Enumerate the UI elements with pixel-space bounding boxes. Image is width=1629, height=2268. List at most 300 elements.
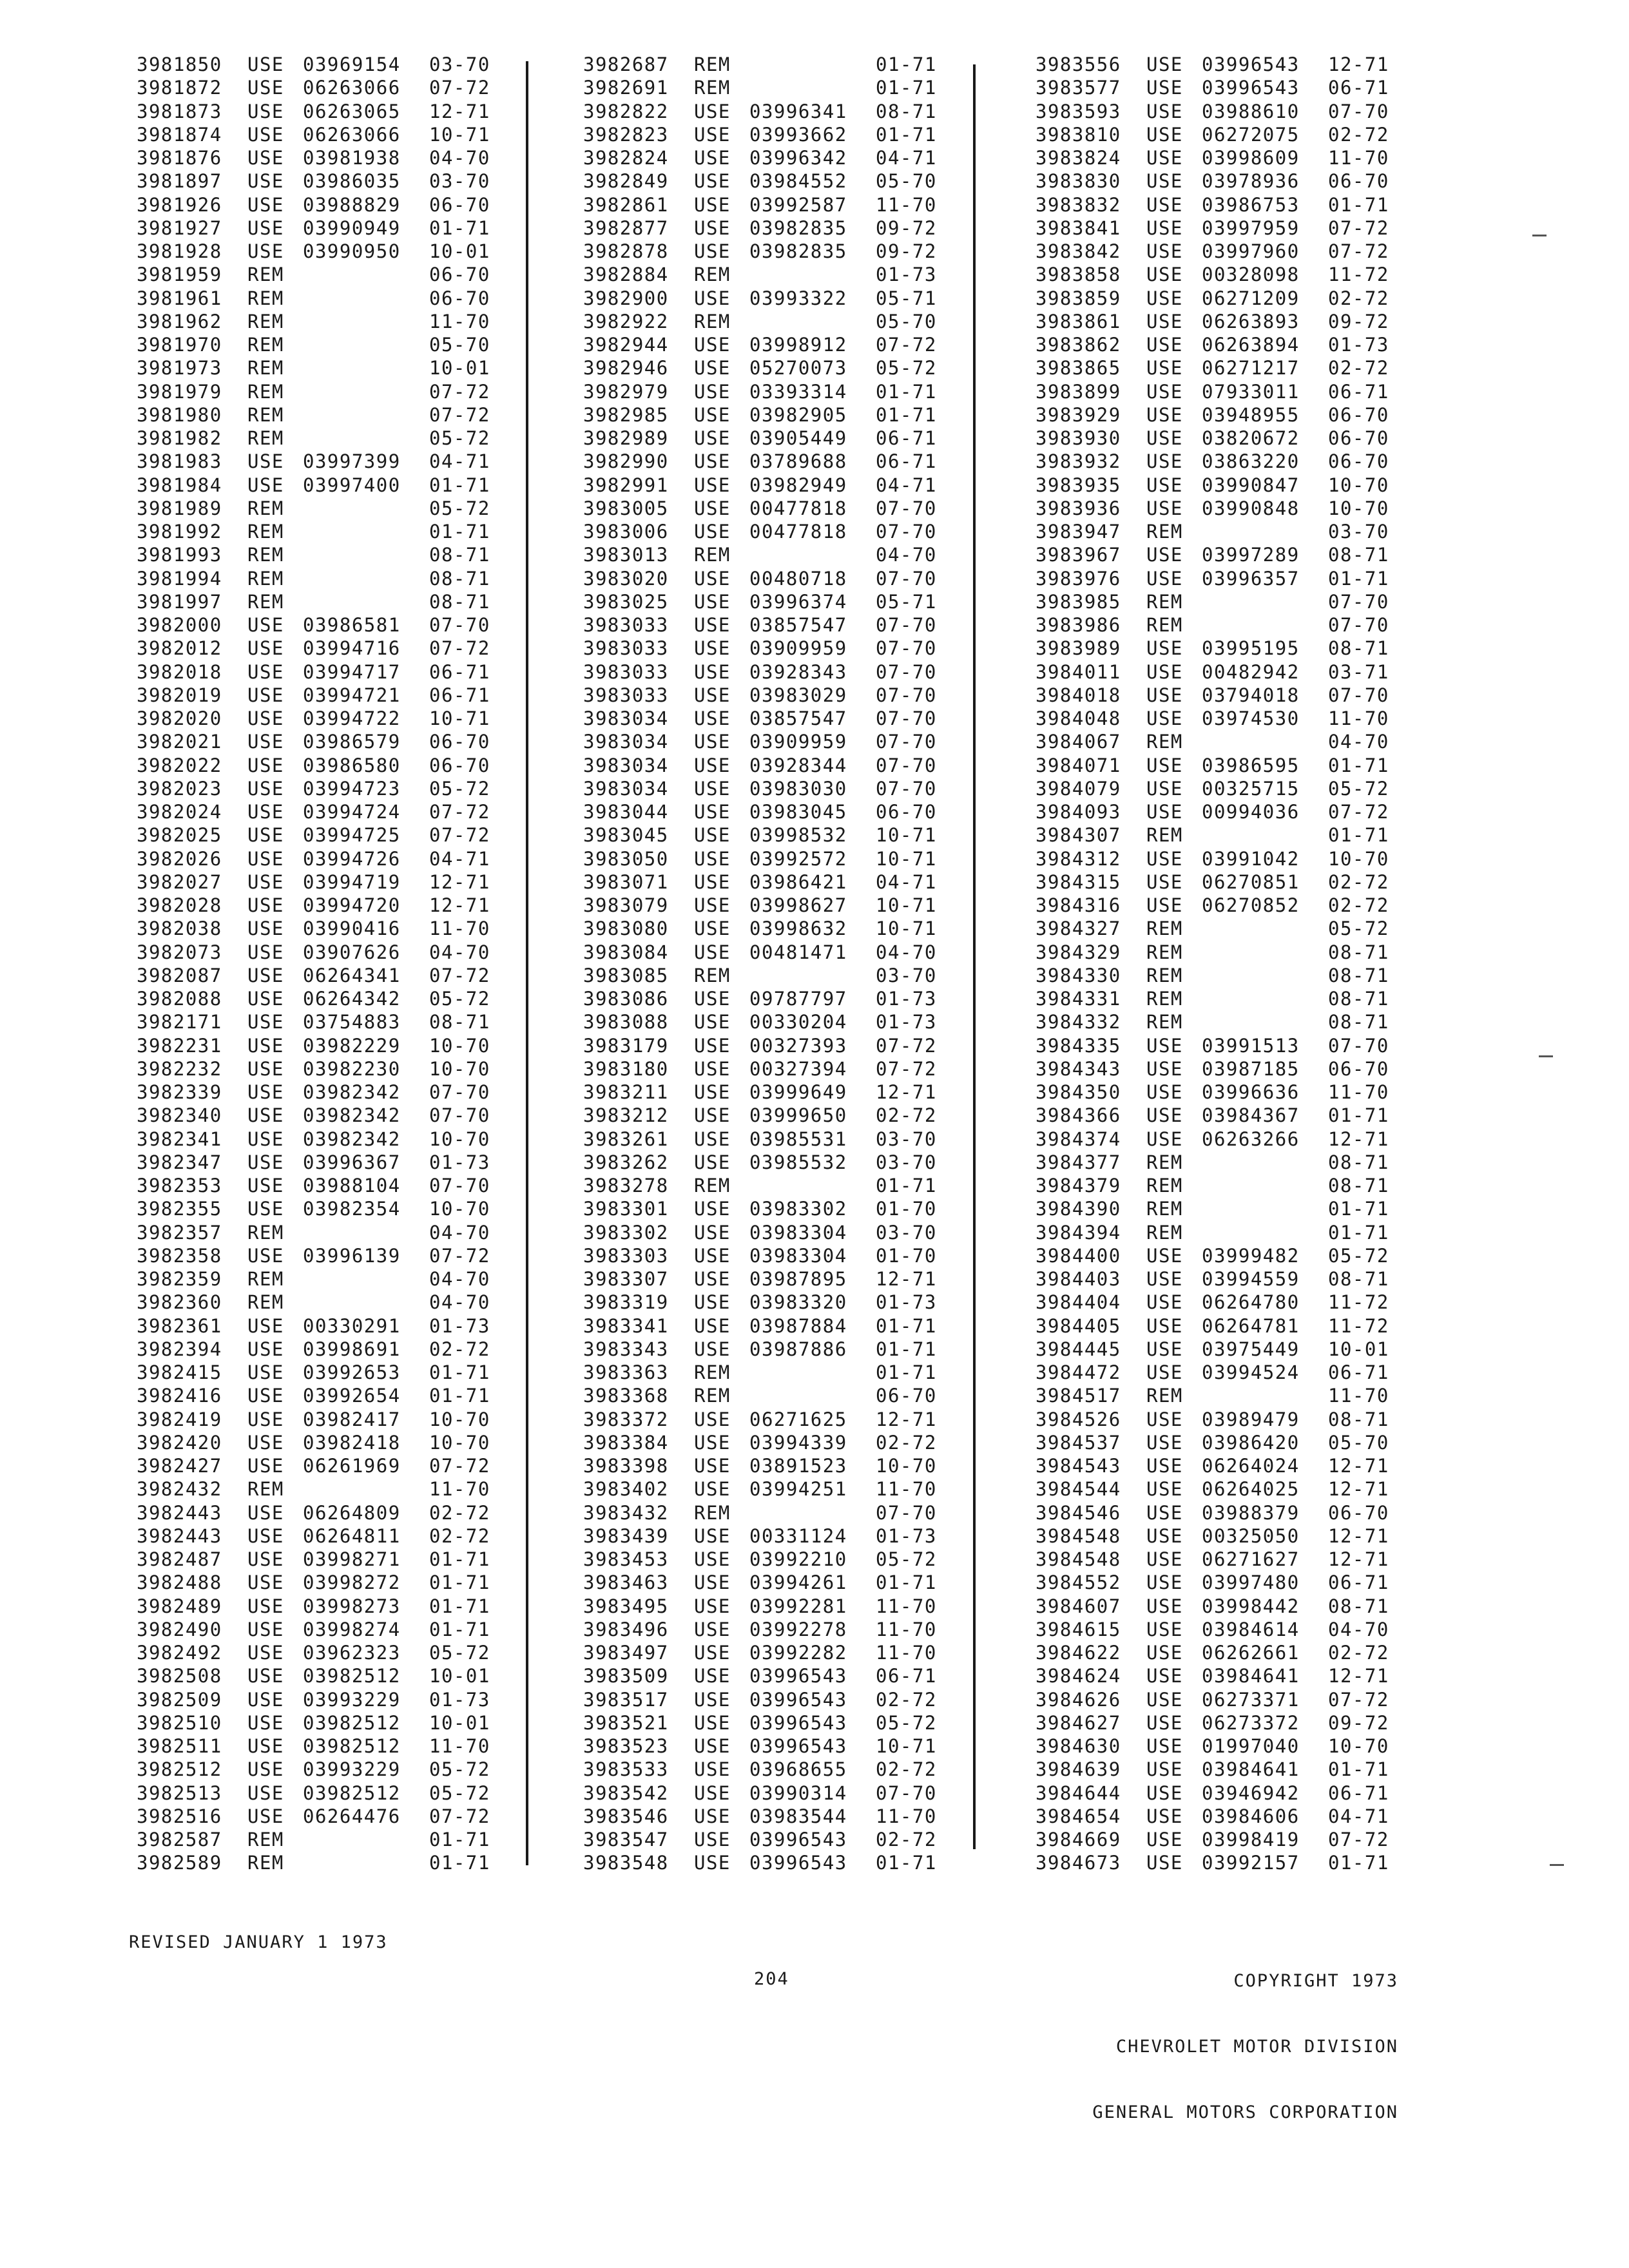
parts-row — [583, 380, 947, 403]
date-code: 04-71 — [1328, 1805, 1389, 1827]
date-code: 07-70 — [1328, 1034, 1389, 1057]
parts-row — [137, 263, 500, 286]
action-code: USE — [247, 1782, 284, 1804]
parts-row — [137, 1735, 500, 1758]
parts-row — [137, 474, 500, 497]
replacement-number: 03909959 — [749, 731, 847, 753]
parts-row — [583, 1782, 947, 1805]
parts-row — [1036, 1711, 1399, 1735]
date-code: 05-70 — [429, 334, 490, 356]
action-code: REM — [247, 287, 284, 309]
replacement-number: 03996543 — [749, 1735, 847, 1757]
parts-row — [1036, 450, 1399, 473]
action-code: USE — [694, 1338, 731, 1360]
action-code: USE — [1146, 660, 1183, 683]
date-code: 07-72 — [429, 403, 490, 426]
action-code: USE — [247, 1688, 284, 1711]
parts-row — [583, 1034, 947, 1057]
action-code: REM — [694, 964, 731, 986]
parts-row — [1036, 917, 1399, 940]
replacement-number: 03996543 — [1202, 77, 1300, 99]
date-code: 12-71 — [1328, 1455, 1389, 1477]
action-code: USE — [1146, 1805, 1183, 1827]
parts-row — [1036, 1477, 1399, 1501]
action-code: REM — [1146, 1175, 1183, 1196]
date-code: 03-70 — [876, 964, 937, 986]
date-code: 10-71 — [429, 123, 490, 146]
part-number: 3983044 — [583, 801, 669, 823]
date-code: 07-72 — [429, 1455, 490, 1477]
action-code: USE — [694, 123, 731, 146]
replacement-number: 03996636 — [1202, 1081, 1300, 1103]
date-code: 08-71 — [429, 590, 490, 613]
part-number: 3982443 — [137, 1524, 222, 1547]
parts-row — [583, 1548, 947, 1571]
part-number: 3984374 — [1036, 1128, 1121, 1150]
part-number: 3982231 — [137, 1034, 222, 1057]
part-number: 3984343 — [1036, 1057, 1121, 1080]
parts-row — [583, 427, 947, 450]
replacement-number: 03992572 — [749, 847, 847, 870]
action-code: REM — [1146, 941, 1183, 963]
part-number: 3983307 — [583, 1268, 669, 1290]
date-code: 05-72 — [1328, 777, 1389, 800]
date-code: 04-71 — [876, 474, 937, 496]
action-code: USE — [1146, 1408, 1183, 1430]
parts-row — [583, 660, 947, 684]
part-number: 3983976 — [1036, 567, 1121, 590]
part-number: 3982900 — [583, 287, 669, 309]
parts-row — [1036, 1828, 1399, 1851]
action-code: USE — [694, 590, 731, 613]
date-code: 08-71 — [1328, 544, 1389, 566]
replacement-number: 03393314 — [749, 380, 847, 403]
replacement-number: 03982835 — [749, 240, 847, 262]
date-code: 10-70 — [429, 1128, 490, 1150]
parts-row — [137, 987, 500, 1010]
date-code: 02-72 — [1328, 870, 1389, 893]
action-code: USE — [694, 1034, 731, 1057]
date-code: 07-70 — [1328, 614, 1389, 636]
date-code: 07-70 — [876, 660, 937, 683]
action-code: USE — [694, 1455, 731, 1477]
replacement-number: 03989479 — [1202, 1408, 1300, 1430]
date-code: 11-70 — [876, 1618, 937, 1640]
parts-row — [137, 427, 500, 450]
date-code: 02-72 — [1328, 357, 1389, 380]
action-code: USE — [247, 1665, 284, 1687]
parts-row — [583, 1454, 947, 1477]
action-code: REM — [247, 521, 284, 543]
date-code: 06-70 — [1328, 450, 1389, 473]
date-code: 01-71 — [1328, 193, 1389, 216]
date-code: 02-72 — [876, 1688, 937, 1711]
part-number: 3984537 — [1036, 1431, 1121, 1454]
action-code: USE — [694, 1524, 731, 1547]
part-number: 3983832 — [1036, 193, 1121, 216]
date-code: 01-73 — [876, 264, 937, 286]
part-number: 3982587 — [137, 1829, 222, 1850]
date-code: 08-71 — [1328, 988, 1389, 1010]
replacement-number: 03996543 — [749, 1711, 847, 1734]
action-code: USE — [1146, 1034, 1183, 1057]
replacement-number: 03789688 — [749, 450, 847, 473]
part-number: 3981962 — [137, 310, 222, 332]
part-number: 3983495 — [583, 1595, 669, 1617]
date-code: 10-71 — [876, 1735, 937, 1757]
replacement-number: 03992210 — [749, 1548, 847, 1570]
parts-row — [583, 1595, 947, 1618]
parts-row — [583, 216, 947, 240]
action-code: REM — [1146, 1385, 1183, 1407]
date-code: 06-70 — [1328, 170, 1389, 193]
action-code: REM — [247, 427, 284, 449]
action-code: REM — [1146, 918, 1183, 940]
date-code: 11-70 — [1328, 1385, 1389, 1407]
date-code: 07-70 — [876, 777, 937, 800]
date-code: 01-71 — [429, 521, 490, 543]
part-number: 3983497 — [583, 1642, 669, 1664]
date-code: 03-70 — [429, 170, 490, 193]
action-code: USE — [694, 450, 731, 473]
part-number: 3981992 — [137, 521, 222, 543]
date-code: 06-71 — [1328, 1571, 1389, 1594]
parts-row — [583, 1758, 947, 1781]
action-code: USE — [247, 193, 284, 216]
action-code: USE — [1146, 894, 1183, 916]
parts-row — [1036, 310, 1399, 333]
parts-row — [1036, 1338, 1399, 1361]
date-code: 02-72 — [1328, 123, 1389, 146]
part-number: 3983548 — [583, 1852, 669, 1874]
date-code: 12-71 — [1328, 1548, 1389, 1570]
action-code: USE — [1146, 1431, 1183, 1454]
replacement-number: 07933011 — [1202, 380, 1300, 403]
replacement-number: 03992282 — [749, 1642, 847, 1664]
parts-row — [137, 1595, 500, 1618]
action-code: USE — [247, 1548, 284, 1570]
parts-row — [137, 1641, 500, 1664]
date-code: 08-71 — [1328, 1595, 1389, 1617]
date-code: 07-72 — [1328, 801, 1389, 823]
date-code: 01-71 — [1328, 1198, 1389, 1220]
parts-row — [137, 1805, 500, 1828]
date-code: 05-71 — [876, 287, 937, 309]
part-number: 3983034 — [583, 707, 669, 729]
date-code: 03-70 — [876, 1128, 937, 1150]
parts-row — [1036, 567, 1399, 590]
part-number: 3982516 — [137, 1805, 222, 1827]
part-number: 3983384 — [583, 1431, 669, 1454]
action-code: USE — [694, 1011, 731, 1033]
replacement-number: 03998632 — [749, 918, 847, 940]
parts-row — [583, 76, 947, 99]
action-code: USE — [247, 474, 284, 496]
replacement-number: 03996543 — [749, 1665, 847, 1687]
replacement-number: 03996543 — [749, 1829, 847, 1850]
parts-row — [1036, 520, 1399, 543]
date-code: 06-71 — [1328, 1782, 1389, 1804]
parts-row — [137, 1851, 500, 1874]
replacement-number: 03983304 — [749, 1221, 847, 1244]
action-code: USE — [694, 1735, 731, 1757]
action-code: USE — [1146, 567, 1183, 590]
parts-row — [1036, 1688, 1399, 1711]
date-code: 01-73 — [876, 1524, 937, 1547]
action-code: USE — [1146, 1455, 1183, 1477]
parts-row — [137, 100, 500, 123]
replacement-number: 03982512 — [303, 1735, 401, 1757]
action-code: USE — [1146, 1291, 1183, 1314]
parts-row — [583, 917, 947, 940]
action-code: USE — [247, 1081, 284, 1103]
parts-column-1 — [137, 53, 500, 1875]
replacement-number: 03994339 — [749, 1431, 847, 1454]
replacement-number: 06270851 — [1202, 870, 1300, 893]
part-number: 3983302 — [583, 1221, 669, 1244]
action-code: USE — [1146, 1688, 1183, 1711]
replacement-number: 03857547 — [749, 614, 847, 636]
replacement-number: 03993662 — [749, 123, 847, 146]
part-number: 3982087 — [137, 964, 222, 986]
action-code: USE — [694, 824, 731, 847]
date-code: 11-70 — [876, 193, 937, 216]
replacement-number: 03990847 — [1202, 474, 1300, 496]
parts-row — [137, 310, 500, 333]
parts-row — [137, 823, 500, 847]
parts-row — [137, 1314, 500, 1338]
action-code: REM — [1146, 614, 1183, 636]
part-number: 3982018 — [137, 660, 222, 683]
action-code: REM — [1146, 1198, 1183, 1220]
action-code: REM — [694, 544, 731, 566]
copyright-block — [1092, 1927, 1398, 2146]
parts-row — [1036, 1057, 1399, 1081]
parts-row — [583, 1641, 947, 1664]
part-number: 3983967 — [1036, 544, 1121, 566]
date-code: 07-70 — [1328, 590, 1389, 613]
replacement-number: 03948955 — [1202, 403, 1300, 426]
part-number: 3983034 — [583, 731, 669, 753]
parts-row — [583, 169, 947, 193]
action-code: USE — [1146, 1642, 1183, 1664]
date-code: 08-71 — [1328, 1408, 1389, 1430]
date-code: 08-71 — [1328, 1151, 1389, 1173]
parts-row — [1036, 1151, 1399, 1174]
parts-row — [583, 1384, 947, 1407]
replacement-number: 03996543 — [1202, 53, 1300, 75]
parts-row — [1036, 1197, 1399, 1220]
parts-row — [583, 1104, 947, 1127]
replacement-number: 03962323 — [303, 1642, 401, 1664]
replacement-number: 03993322 — [749, 287, 847, 309]
replacement-number: 03996342 — [749, 147, 847, 169]
part-number: 3981959 — [137, 264, 222, 286]
replacement-number: 03983045 — [749, 801, 847, 823]
margin-mark — [1539, 1055, 1553, 1057]
parts-row — [1036, 1408, 1399, 1431]
part-number: 3983020 — [583, 567, 669, 590]
action-code: USE — [247, 1175, 284, 1196]
date-code: 12-71 — [1328, 1665, 1389, 1687]
date-code: 07-70 — [1328, 684, 1389, 706]
part-number: 3983319 — [583, 1291, 669, 1314]
parts-row — [1036, 216, 1399, 240]
part-number: 3982508 — [137, 1665, 222, 1687]
action-code: USE — [1146, 1595, 1183, 1617]
parts-row — [137, 1524, 500, 1548]
action-code: USE — [247, 824, 284, 847]
action-code: USE — [1146, 1501, 1183, 1524]
replacement-number: 03988610 — [1202, 100, 1300, 122]
replacement-number: 03987895 — [749, 1268, 847, 1290]
part-number: 3983033 — [583, 684, 669, 706]
part-number: 3981997 — [137, 590, 222, 613]
date-code: 01-71 — [429, 1595, 490, 1617]
parts-row — [583, 707, 947, 730]
part-number: 3984316 — [1036, 894, 1121, 916]
parts-row — [583, 543, 947, 566]
part-number: 3984335 — [1036, 1034, 1121, 1057]
parts-row — [1036, 1454, 1399, 1477]
part-number: 3982000 — [137, 614, 222, 636]
replacement-number: 03994723 — [303, 777, 401, 800]
date-code: 07-72 — [876, 1034, 937, 1057]
parts-row — [137, 1104, 500, 1127]
date-code: 05-72 — [429, 427, 490, 449]
date-code: 07-72 — [429, 637, 490, 660]
date-code: 01-73 — [876, 1011, 937, 1033]
parts-row — [137, 917, 500, 940]
date-code: 07-70 — [876, 731, 937, 753]
action-code: USE — [694, 1665, 731, 1687]
parts-row — [1036, 1782, 1399, 1805]
part-number: 3984071 — [1036, 754, 1121, 776]
replacement-number: 03863220 — [1202, 450, 1300, 473]
replacement-number: 03994724 — [303, 801, 401, 823]
part-number: 3984377 — [1036, 1151, 1121, 1173]
parts-row — [583, 847, 947, 870]
date-code: 05-72 — [429, 988, 490, 1010]
parts-row — [1036, 1571, 1399, 1594]
parts-row — [1036, 76, 1399, 99]
part-number: 3983523 — [583, 1735, 669, 1757]
part-number: 3982420 — [137, 1431, 222, 1454]
part-number: 3982361 — [137, 1314, 222, 1337]
parts-row — [137, 707, 500, 730]
replacement-number: 06264024 — [1202, 1455, 1300, 1477]
parts-row — [583, 1197, 947, 1220]
action-code: USE — [247, 684, 284, 706]
parts-row — [137, 1291, 500, 1314]
parts-row — [137, 800, 500, 823]
parts-row — [583, 310, 947, 333]
parts-row — [137, 777, 500, 800]
part-number: 3984548 — [1036, 1548, 1121, 1570]
parts-row — [1036, 1314, 1399, 1338]
date-code: 05-72 — [429, 497, 490, 519]
parts-row — [1036, 169, 1399, 193]
date-code: 02-72 — [1328, 1642, 1389, 1664]
action-code: REM — [247, 334, 284, 356]
part-number: 3982823 — [583, 123, 669, 146]
part-number: 3983947 — [1036, 521, 1121, 543]
part-number: 3982991 — [583, 474, 669, 496]
parts-row — [1036, 1641, 1399, 1664]
action-code: USE — [247, 100, 284, 122]
replacement-number: 00325050 — [1202, 1524, 1300, 1547]
column-divider — [526, 61, 528, 1865]
part-number: 3983033 — [583, 637, 669, 660]
action-code: USE — [694, 731, 731, 753]
replacement-number: 03991042 — [1202, 847, 1300, 870]
replacement-number: 00331124 — [749, 1524, 847, 1547]
date-code: 01-71 — [429, 1385, 490, 1407]
date-code: 07-72 — [429, 801, 490, 823]
date-code: 11-72 — [1328, 1314, 1389, 1337]
replacement-number: 03996374 — [749, 590, 847, 613]
date-code: 01-71 — [876, 1338, 937, 1360]
date-code: 08-71 — [429, 1011, 490, 1033]
part-number: 3981961 — [137, 287, 222, 309]
replacement-number: 03982417 — [303, 1408, 401, 1430]
part-number: 3982026 — [137, 847, 222, 870]
date-code: 01-71 — [429, 216, 490, 239]
action-code: USE — [694, 707, 731, 729]
part-number: 3984639 — [1036, 1758, 1121, 1781]
parts-row — [137, 1548, 500, 1571]
replacement-number: 06264025 — [1202, 1478, 1300, 1501]
part-number: 3984626 — [1036, 1688, 1121, 1711]
parts-row — [583, 941, 947, 964]
part-number: 3982946 — [583, 357, 669, 380]
date-code: 04-70 — [876, 941, 937, 963]
date-code: 07-70 — [1328, 100, 1389, 122]
replacement-number: 03981938 — [303, 147, 401, 169]
action-code: USE — [1146, 754, 1183, 776]
replacement-number: 06264811 — [303, 1524, 401, 1547]
part-number: 3982012 — [137, 637, 222, 660]
action-code: USE — [247, 1151, 284, 1173]
action-code: USE — [1146, 1524, 1183, 1547]
part-number: 3983088 — [583, 1011, 669, 1033]
date-code: 08-71 — [1328, 964, 1389, 986]
replacement-number: 03984552 — [749, 170, 847, 193]
parts-row — [137, 1454, 500, 1477]
action-code: USE — [1146, 170, 1183, 193]
date-code: 07-72 — [429, 1805, 490, 1827]
part-number: 3984552 — [1036, 1571, 1121, 1594]
action-code: USE — [247, 660, 284, 683]
replacement-number: 03857547 — [749, 707, 847, 729]
date-code: 04-70 — [429, 1291, 490, 1314]
replacement-number: 00482942 — [1202, 660, 1300, 683]
action-code: USE — [247, 964, 284, 986]
date-code: 07-72 — [429, 824, 490, 847]
part-number: 3982589 — [137, 1852, 222, 1874]
date-code: 07-70 — [429, 1175, 490, 1196]
replacement-number: 03998271 — [303, 1548, 401, 1570]
part-number: 3982427 — [137, 1455, 222, 1477]
part-number: 3984673 — [1036, 1852, 1121, 1874]
replacement-number: 03998691 — [303, 1338, 401, 1360]
action-code: USE — [247, 988, 284, 1010]
replacement-number: 03988829 — [303, 193, 401, 216]
date-code: 01-71 — [1328, 754, 1389, 776]
action-code: USE — [694, 988, 731, 1010]
action-code: USE — [694, 1104, 731, 1127]
parts-row — [1036, 263, 1399, 286]
